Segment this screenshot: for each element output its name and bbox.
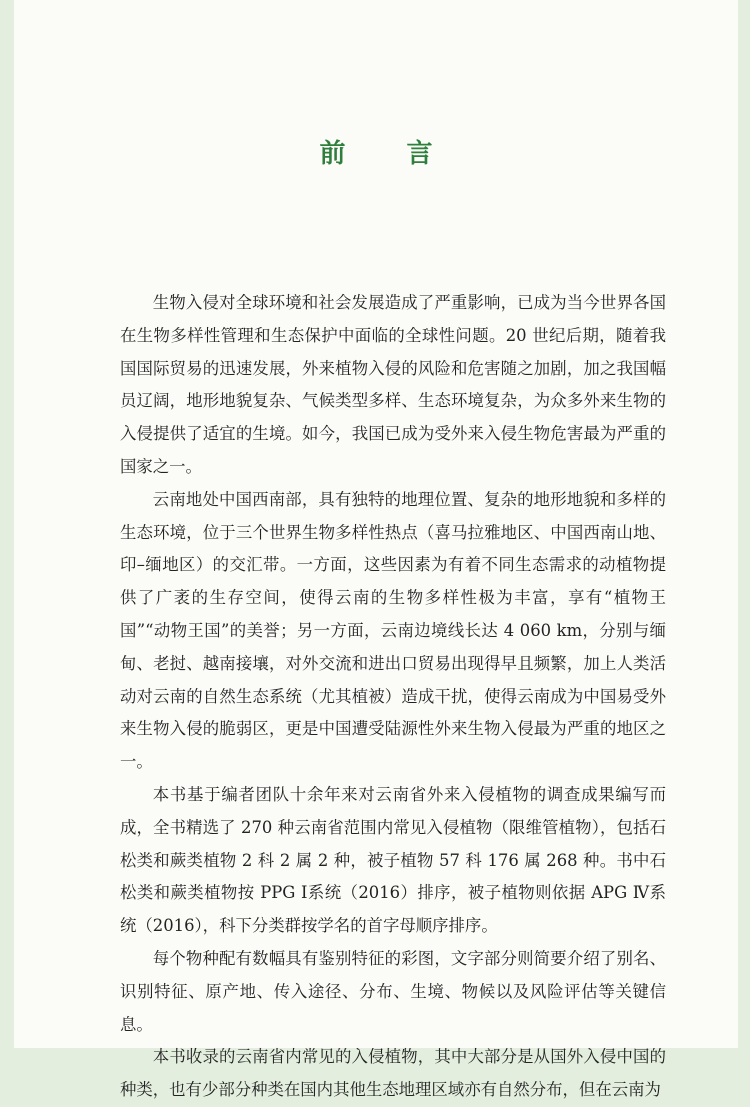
paragraph: 每个物种配有数幅具有鉴别特征的彩图，文字部分则简要介绍了别名、识别特征、原产地、传入途径、分布、生境、物候以及风险评估等关键信息。 (120, 948, 666, 1034)
paragraph: 本书收录的云南省内常见的入侵植物，其中大部分是从国外入侵中国的种类，也有少部分种类在国内其他生态地理区域亦有自然分布，但在云南为 (120, 1047, 666, 1100)
page-title: 前 言 (319, 139, 459, 169)
preface-body (120, 287, 666, 1107)
paragraph: 云南地处中国西南部，具有独特的地理位置、复杂的地形地貌和多样的生态环境，位于三个世界生物多样性热点（喜马拉雅地区、中国西南山地、印–缅地区）的交汇带。一方面，这些因素为有着不同生态需求的动植物提供了广袤的生存空间，使得云南的生物多样性极为丰富，享有“植物王国”“动物王国”的美誉；另一方面，云南边境线长达 4 060 km，分别与缅甸、老挝、越南接壤，对外交流和进出口贸易出现得早且频繁，加上人类活动对云南的自然生态系统（尤其植被）造成干扰，使得云南成为中国易受外来生物入侵的脆弱区，更是中国遭受陆源性外来生物入侵最为严重的地区之一。 (120, 489, 666, 772)
paragraph: 本书基于编者团队十余年来对云南省外来入侵植物的调查成果编写而成，全书精选了 270 种云南省范围内常见入侵植物（限维管植物），包括石松类和蕨类植物 2 科 2 属 2 种，被子植物 57 科 176 属 268 种。书中石松类和蕨类植物按 PPG Ⅰ系统（2016）排序，被子植物则依据 APG Ⅳ系统（2016），科下分类群按学名的首字母顺序排序。 (120, 784, 666, 936)
document-page (14, 0, 738, 1100)
paragraph: 生物入侵对全球环境和社会发展造成了严重影响，已成为当今世界各国在生物多样性管理和生态保护中面临的全球性问题。20 世纪后期，随着我国国际贸易的迅速发展，外来植物入侵的风险和危害随之加剧，加之我国幅员辽阔，地形地貌复杂、气候类型多样、生态环境复杂，为众多外来生物的入侵提供了适宜的生境。如今，我国已成为受外来入侵生物危害最为严重的国家之一。 (120, 293, 666, 476)
